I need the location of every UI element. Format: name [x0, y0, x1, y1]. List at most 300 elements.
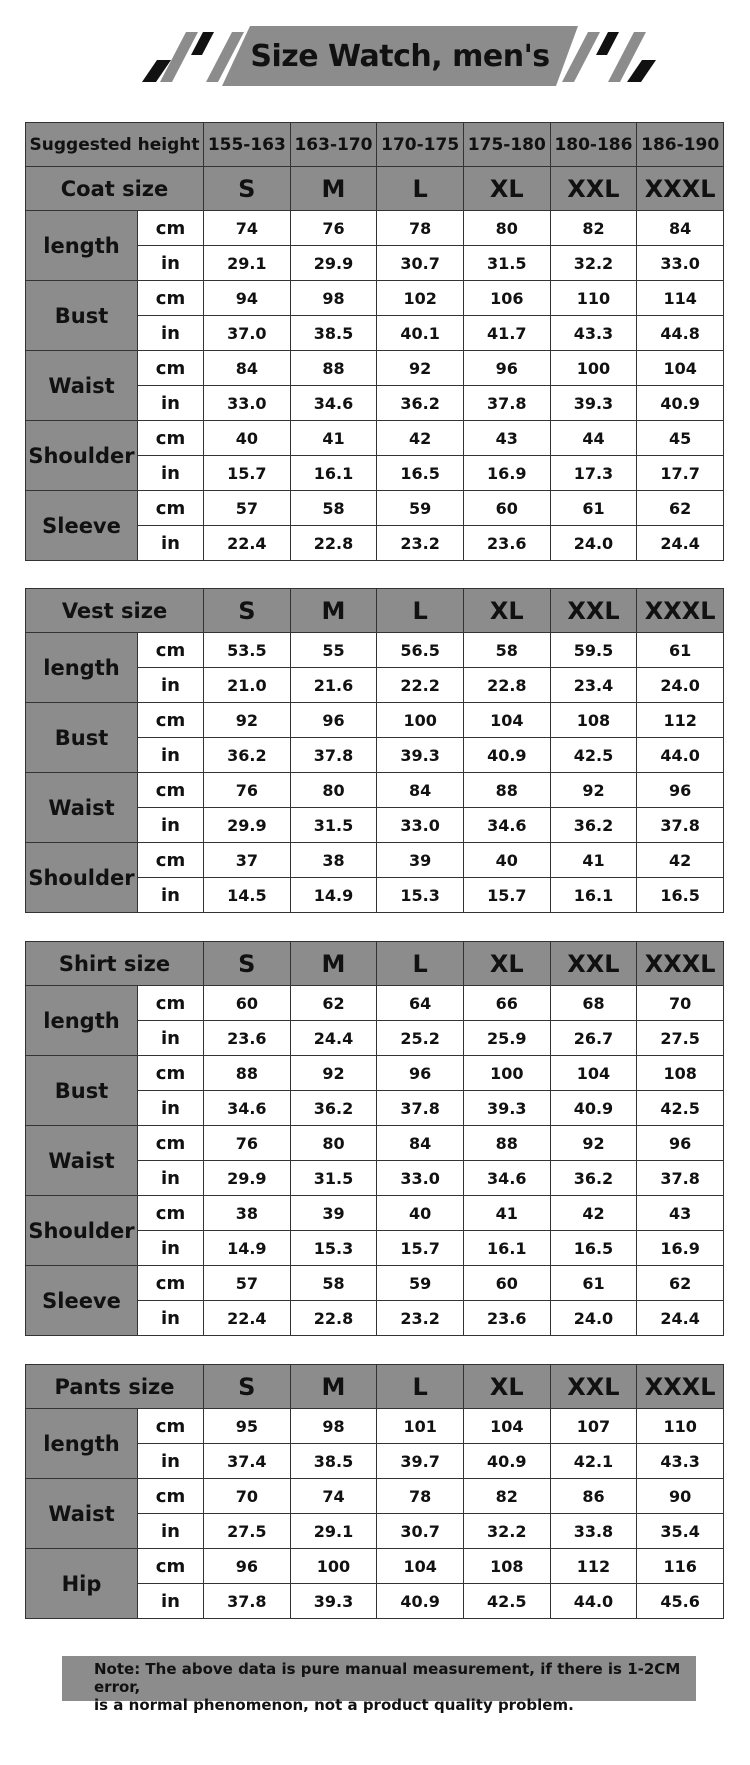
measurement-value: 42 [550, 1196, 637, 1231]
height-range: 170-175 [377, 123, 464, 167]
height-range: 155-163 [204, 123, 291, 167]
measurement-value: 30.7 [377, 1514, 464, 1549]
unit-label: cm [138, 351, 204, 386]
measurement-value: 15.7 [204, 456, 291, 491]
measurement-label: Waist [26, 1479, 138, 1549]
measurement-value: 39 [290, 1196, 377, 1231]
measurement-value: 27.5 [637, 1021, 724, 1056]
unit-label: in [138, 1514, 204, 1549]
suggested-height-row [26, 123, 724, 167]
measurement-value: 94 [204, 281, 291, 316]
unit-label: cm [138, 986, 204, 1021]
measurement-note [62, 1656, 696, 1714]
size-label: XXXL [637, 167, 724, 211]
measurement-value: 59 [377, 491, 464, 526]
measurement-value: 24.4 [637, 526, 724, 561]
measurement-value: 21.6 [290, 668, 377, 703]
measurement-value: 37.8 [463, 386, 550, 421]
measurement-value: 104 [463, 1409, 550, 1444]
height-range: 180-186 [550, 123, 637, 167]
measurement-value: 15.3 [377, 878, 464, 913]
measurement-value: 44 [550, 421, 637, 456]
unit-label: in [138, 878, 204, 913]
measurement-row [26, 1126, 724, 1161]
size-label: XXL [550, 589, 637, 633]
measurement-value: 42 [377, 421, 464, 456]
measurement-value: 42.5 [463, 1584, 550, 1619]
unit-label: in [138, 1444, 204, 1479]
measurement-label: Waist [26, 351, 138, 421]
measurement-value: 15.7 [377, 1231, 464, 1266]
measurement-value: 24.0 [637, 668, 724, 703]
measurement-value: 37.8 [377, 1091, 464, 1126]
unit-label: cm [138, 1056, 204, 1091]
measurement-value: 37 [204, 843, 291, 878]
measurement-value: 38 [204, 1196, 291, 1231]
measurement-value: 102 [377, 281, 464, 316]
measurement-value: 100 [377, 703, 464, 738]
unit-label: in [138, 316, 204, 351]
measurement-value: 39 [377, 843, 464, 878]
measurement-value: 31.5 [463, 246, 550, 281]
measurement-value: 108 [550, 703, 637, 738]
measurement-value: 36.2 [290, 1091, 377, 1126]
measurement-row [26, 843, 724, 878]
measurement-value: 33.8 [550, 1514, 637, 1549]
measurement-value: 60 [463, 491, 550, 526]
measurement-value: 43 [463, 421, 550, 456]
size-label: L [377, 1365, 464, 1409]
size-label: XXL [550, 1365, 637, 1409]
height-range: 163-170 [290, 123, 377, 167]
size-label: S [204, 589, 291, 633]
unit-label: cm [138, 211, 204, 246]
measurement-label: length [26, 986, 138, 1056]
measurement-row [26, 986, 724, 1021]
measurement-value: 104 [550, 1056, 637, 1091]
measurement-value: 16.5 [377, 456, 464, 491]
measurement-value: 41.7 [463, 316, 550, 351]
measurement-value: 112 [550, 1549, 637, 1584]
measurement-value: 33.0 [204, 386, 291, 421]
coat-size-table [25, 122, 724, 561]
measurement-value: 42.1 [550, 1444, 637, 1479]
measurement-value: 40 [204, 421, 291, 456]
title-banner [0, 26, 750, 88]
measurement-value: 14.9 [204, 1231, 291, 1266]
measurement-value: 37.8 [637, 808, 724, 843]
unit-label: in [138, 808, 204, 843]
measurement-value: 70 [204, 1479, 291, 1514]
measurement-value: 96 [290, 703, 377, 738]
suggested-height-label: Suggested height [26, 123, 204, 167]
measurement-value: 43.3 [637, 1444, 724, 1479]
measurement-value: 39.7 [377, 1444, 464, 1479]
measurement-label: Bust [26, 281, 138, 351]
measurement-value: 32.2 [463, 1514, 550, 1549]
measurement-value: 55 [290, 633, 377, 668]
pants-size-table [25, 1364, 724, 1619]
measurement-value: 33.0 [377, 1161, 464, 1196]
measurement-value: 36.2 [550, 1161, 637, 1196]
measurement-value: 59 [377, 1266, 464, 1301]
measurement-value: 23.2 [377, 526, 464, 561]
measurement-value: 43 [637, 1196, 724, 1231]
unit-label: in [138, 456, 204, 491]
measurement-value: 53.5 [204, 633, 291, 668]
measurement-value: 70 [637, 986, 724, 1021]
measurement-value: 61 [550, 1266, 637, 1301]
measurement-row [26, 211, 724, 246]
unit-label: in [138, 1231, 204, 1266]
measurement-value: 44.8 [637, 316, 724, 351]
unit-label: cm [138, 1196, 204, 1231]
measurement-value: 27.5 [204, 1514, 291, 1549]
measurement-label: length [26, 1409, 138, 1479]
measurement-value: 61 [550, 491, 637, 526]
measurement-value: 41 [550, 843, 637, 878]
measurement-value: 29.9 [204, 1161, 291, 1196]
measurement-value: 88 [463, 1126, 550, 1161]
measurement-value: 25.2 [377, 1021, 464, 1056]
measurement-row [26, 281, 724, 316]
measurement-row [26, 1549, 724, 1584]
measurement-value: 78 [377, 1479, 464, 1514]
measurement-value: 21.0 [204, 668, 291, 703]
measurement-row [26, 421, 724, 456]
measurement-value: 92 [290, 1056, 377, 1091]
measurement-row [26, 351, 724, 386]
unit-label: cm [138, 1409, 204, 1444]
measurement-value: 108 [463, 1549, 550, 1584]
measurement-value: 114 [637, 281, 724, 316]
size-label: S [204, 167, 291, 211]
measurement-value: 23.6 [463, 526, 550, 561]
measurement-value: 14.9 [290, 878, 377, 913]
measurement-value: 84 [204, 351, 291, 386]
unit-label: in [138, 246, 204, 281]
measurement-value: 34.6 [463, 808, 550, 843]
measurement-value: 104 [637, 351, 724, 386]
measurement-row [26, 1479, 724, 1514]
unit-label: cm [138, 1126, 204, 1161]
measurement-value: 22.4 [204, 526, 291, 561]
measurement-value: 40.1 [377, 316, 464, 351]
measurement-value: 23.6 [463, 1301, 550, 1336]
measurement-value: 61 [637, 633, 724, 668]
size-label: S [204, 1365, 291, 1409]
measurement-value: 100 [550, 351, 637, 386]
measurement-value: 24.4 [637, 1301, 724, 1336]
measurement-value: 44.0 [550, 1584, 637, 1619]
measurement-value: 88 [204, 1056, 291, 1091]
measurement-value: 45 [637, 421, 724, 456]
measurement-value: 82 [463, 1479, 550, 1514]
size-label: M [290, 1365, 377, 1409]
measurement-value: 96 [637, 773, 724, 808]
measurement-value: 86 [550, 1479, 637, 1514]
unit-label: in [138, 526, 204, 561]
measurement-value: 110 [637, 1409, 724, 1444]
measurement-row [26, 1196, 724, 1231]
size-header-row [26, 167, 724, 211]
measurement-value: 34.6 [204, 1091, 291, 1126]
measurement-value: 84 [377, 1126, 464, 1161]
measurement-value: 59.5 [550, 633, 637, 668]
measurement-value: 100 [290, 1549, 377, 1584]
measurement-value: 96 [377, 1056, 464, 1091]
measurement-value: 40.9 [463, 1444, 550, 1479]
measurement-row [26, 1266, 724, 1301]
shirt-size-table [25, 941, 724, 1336]
measurement-value: 90 [637, 1479, 724, 1514]
measurement-value: 29.1 [204, 246, 291, 281]
unit-label: in [138, 1021, 204, 1056]
measurement-value: 98 [290, 1409, 377, 1444]
measurement-label: Sleeve [26, 1266, 138, 1336]
measurement-value: 37.8 [290, 738, 377, 773]
unit-label: in [138, 1161, 204, 1196]
measurement-value: 23.6 [204, 1021, 291, 1056]
measurement-value: 80 [290, 1126, 377, 1161]
measurement-value: 95 [204, 1409, 291, 1444]
size-label: M [290, 167, 377, 211]
measurement-value: 17.3 [550, 456, 637, 491]
size-label: XXXL [637, 589, 724, 633]
size-label: M [290, 942, 377, 986]
unit-label: cm [138, 1479, 204, 1514]
measurement-value: 24.0 [550, 526, 637, 561]
measurement-value: 104 [377, 1549, 464, 1584]
measurement-label: Waist [26, 1126, 138, 1196]
section-label: Shirt size [26, 942, 204, 986]
measurement-value: 31.5 [290, 808, 377, 843]
measurement-value: 15.7 [463, 878, 550, 913]
measurement-value: 32.2 [550, 246, 637, 281]
unit-label: cm [138, 633, 204, 668]
measurement-value: 84 [637, 211, 724, 246]
size-label: L [377, 589, 464, 633]
measurement-value: 39.3 [377, 738, 464, 773]
measurement-value: 88 [290, 351, 377, 386]
measurement-value: 76 [290, 211, 377, 246]
measurement-value: 57 [204, 491, 291, 526]
unit-label: cm [138, 1549, 204, 1584]
measurement-value: 112 [637, 703, 724, 738]
measurement-label: Sleeve [26, 491, 138, 561]
measurement-value: 44.0 [637, 738, 724, 773]
measurement-value: 92 [377, 351, 464, 386]
unit-label: cm [138, 703, 204, 738]
measurement-value: 16.9 [637, 1231, 724, 1266]
measurement-row [26, 773, 724, 808]
measurement-label: Shoulder [26, 421, 138, 491]
measurement-value: 62 [637, 491, 724, 526]
measurement-value: 80 [290, 773, 377, 808]
measurement-value: 38.5 [290, 1444, 377, 1479]
measurement-value: 39.3 [290, 1584, 377, 1619]
unit-label: in [138, 1301, 204, 1336]
measurement-label: Shoulder [26, 1196, 138, 1266]
measurement-value: 33.0 [377, 808, 464, 843]
measurement-value: 58 [463, 633, 550, 668]
size-label: XL [463, 1365, 550, 1409]
measurement-value: 92 [550, 773, 637, 808]
unit-label: in [138, 386, 204, 421]
measurement-value: 16.1 [550, 878, 637, 913]
vest-size-table [25, 588, 724, 913]
page-title: Size Watch, men's [250, 38, 550, 74]
measurement-label: Waist [26, 773, 138, 843]
measurement-value: 74 [204, 211, 291, 246]
size-label: M [290, 589, 377, 633]
measurement-value: 40 [377, 1196, 464, 1231]
measurement-value: 29.1 [290, 1514, 377, 1549]
measurement-value: 60 [204, 986, 291, 1021]
measurement-value: 22.2 [377, 668, 464, 703]
measurement-value: 42 [637, 843, 724, 878]
measurement-value: 29.9 [290, 246, 377, 281]
measurement-value: 16.1 [290, 456, 377, 491]
measurement-value: 106 [463, 281, 550, 316]
section-label: Vest size [26, 589, 204, 633]
measurement-value: 78 [377, 211, 464, 246]
measurement-value: 82 [550, 211, 637, 246]
unit-label: cm [138, 281, 204, 316]
measurement-value: 64 [377, 986, 464, 1021]
measurement-value: 22.8 [290, 526, 377, 561]
measurement-value: 104 [463, 703, 550, 738]
measurement-value: 100 [463, 1056, 550, 1091]
measurement-value: 39.3 [550, 386, 637, 421]
measurement-value: 60 [463, 1266, 550, 1301]
measurement-value: 38.5 [290, 316, 377, 351]
size-label: XXXL [637, 942, 724, 986]
unit-label: in [138, 1091, 204, 1126]
measurement-value: 16.5 [550, 1231, 637, 1266]
measurement-value: 40.9 [463, 738, 550, 773]
size-label: XXL [550, 942, 637, 986]
measurement-value: 41 [463, 1196, 550, 1231]
size-label: XL [463, 589, 550, 633]
height-range: 186-190 [637, 123, 724, 167]
measurement-value: 35.4 [637, 1514, 724, 1549]
measurement-value: 23.2 [377, 1301, 464, 1336]
measurement-value: 31.5 [290, 1161, 377, 1196]
note-line-1: Note: The above data is pure manual measurement, if there is 1-2CM error, [94, 1660, 681, 1696]
unit-label: cm [138, 773, 204, 808]
measurement-label: Shoulder [26, 843, 138, 913]
measurement-value: 14.5 [204, 878, 291, 913]
measurement-value: 40 [463, 843, 550, 878]
measurement-label: Hip [26, 1549, 138, 1619]
unit-label: cm [138, 421, 204, 456]
measurement-label: length [26, 633, 138, 703]
section-label: Pants size [26, 1365, 204, 1409]
measurement-row [26, 1056, 724, 1091]
unit-label: cm [138, 491, 204, 526]
measurement-value: 58 [290, 1266, 377, 1301]
measurement-value: 30.7 [377, 246, 464, 281]
unit-label: in [138, 668, 204, 703]
unit-label: in [138, 738, 204, 773]
unit-label: in [138, 1584, 204, 1619]
measurement-value: 40.9 [637, 386, 724, 421]
note-line-2: is a normal phenomenon, not a product quality problem. [94, 1696, 574, 1714]
measurement-value: 42.5 [637, 1091, 724, 1126]
size-label: XL [463, 942, 550, 986]
measurement-value: 68 [550, 986, 637, 1021]
measurement-row [26, 1409, 724, 1444]
measurement-value: 16.1 [463, 1231, 550, 1266]
measurement-value: 25.9 [463, 1021, 550, 1056]
measurement-value: 58 [290, 491, 377, 526]
size-label: XXXL [637, 1365, 724, 1409]
measurement-value: 37.4 [204, 1444, 291, 1479]
measurement-value: 39.3 [463, 1091, 550, 1126]
measurement-value: 88 [463, 773, 550, 808]
measurement-value: 116 [637, 1549, 724, 1584]
measurement-value: 29.9 [204, 808, 291, 843]
measurement-value: 37.0 [204, 316, 291, 351]
measurement-value: 57 [204, 1266, 291, 1301]
size-header-row [26, 589, 724, 633]
measurement-label: Bust [26, 1056, 138, 1126]
measurement-value: 38 [290, 843, 377, 878]
measurement-value: 80 [463, 211, 550, 246]
measurement-value: 17.7 [637, 456, 724, 491]
measurement-value: 34.6 [463, 1161, 550, 1196]
measurement-value: 62 [290, 986, 377, 1021]
measurement-value: 43.3 [550, 316, 637, 351]
measurement-value: 76 [204, 1126, 291, 1161]
measurement-value: 108 [637, 1056, 724, 1091]
measurement-value: 56.5 [377, 633, 464, 668]
measurement-value: 45.6 [637, 1584, 724, 1619]
measurement-value: 24.0 [550, 1301, 637, 1336]
section-label: Coat size [26, 167, 204, 211]
measurement-value: 22.4 [204, 1301, 291, 1336]
measurement-value: 37.8 [637, 1161, 724, 1196]
size-label: L [377, 942, 464, 986]
measurement-value: 66 [463, 986, 550, 1021]
measurement-value: 36.2 [377, 386, 464, 421]
measurement-value: 41 [290, 421, 377, 456]
height-range: 175-180 [463, 123, 550, 167]
measurement-value: 36.2 [550, 808, 637, 843]
measurement-value: 26.7 [550, 1021, 637, 1056]
measurement-row [26, 491, 724, 526]
measurement-value: 23.4 [550, 668, 637, 703]
measurement-value: 96 [204, 1549, 291, 1584]
measurement-value: 76 [204, 773, 291, 808]
measurement-value: 37.8 [204, 1584, 291, 1619]
measurement-value: 101 [377, 1409, 464, 1444]
measurement-value: 74 [290, 1479, 377, 1514]
measurement-value: 42.5 [550, 738, 637, 773]
measurement-value: 34.6 [290, 386, 377, 421]
measurement-value: 15.3 [290, 1231, 377, 1266]
measurement-value: 22.8 [290, 1301, 377, 1336]
measurement-value: 107 [550, 1409, 637, 1444]
measurement-row [26, 633, 724, 668]
measurement-value: 62 [637, 1266, 724, 1301]
measurement-value: 40.9 [377, 1584, 464, 1619]
measurement-value: 24.4 [290, 1021, 377, 1056]
size-header-row [26, 942, 724, 986]
measurement-value: 92 [550, 1126, 637, 1161]
size-label: S [204, 942, 291, 986]
